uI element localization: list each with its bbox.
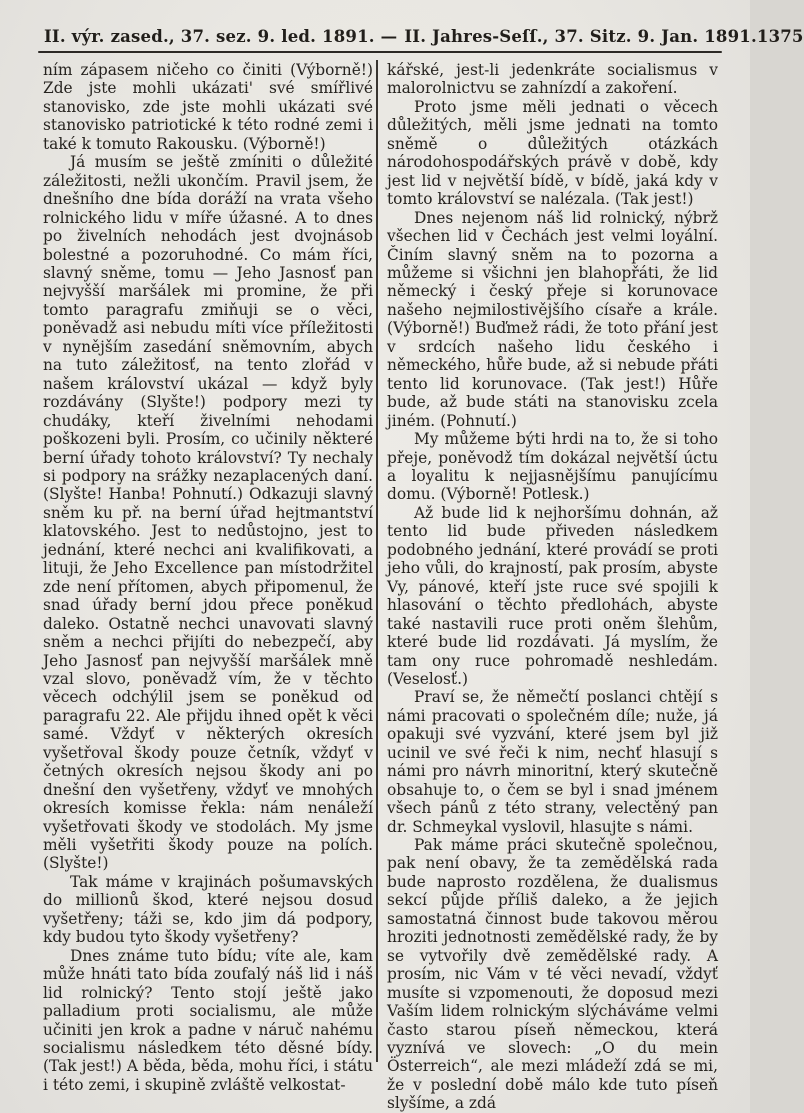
paragraph: ním zápasem ničeho co činiti (Výborně!) Zde jste mohli ukázati' své smířlivé stanovisko, zde jste mohli ukázati své stanovisko patriotické k této rodné zemi i také k tomuto Rakousku. (Výborně!): [43, 61, 373, 153]
column-divider-rule: [376, 60, 378, 1062]
text-column-left: [43, 61, 373, 1094]
paragraph: Já musím se ještě zmíniti o důležité záležitosti, nežli ukončím. Pravil jsem, že dnešního dne bída doráží na vrata všeho rolnického lidu v míře úžasné. A to dnes po živelních nehodách jest dvojnásob bolestné a pozoruhodné. Co mám říci, slavný sněme, tomu — Jeho Jasnosť pan nejvyšší maršálek mi promine, že při tomto paragrafu zmiňuji se o věci, poněvadž asi nebudu míti více příležitosti v nynějším zasedání sněmovním, abych na tuto záležitosť, na tento zlořád v našem království ukázal — když byly rozdávány (Slyšte!) podpory mezi ty chudáky, kteří živelními nehodami poškozeni byli. Prosím, co učinily některé berní úřady tohoto království? Ty nechaly si podpory na srážky nezaplacených daní. (Slyšte! Hanba! Pohnutí.) Odkazuji slavný sněm ku př. na berní úřad hejtmantství klatovského. Jest to nedůstojno, jest to jednání, které nechci ani kvalifikovati, a lituji, že Jeho Excellence pan místodržitel zde není přítomen, abych připomenul, že snad úřady berní jdou přece poněkud daleko. Ostatně nechci unavovati slavný sněm a nechci přijíti do nebezpečí, aby Jeho Jasnosť pan nejvyšší maršálek mně vzal slovo, poněvadž vím, že v těchto věcech odchýlil jsem se poněkud od paragrafu 22. Ale přijdu ihned opět k věci samé. Vždyť v některých okresích vyšetřoval škody pouze četník, vždyť v četných okresích nejsou škody ani po dnešní den vyšetřeny, vždyť ve mnohých okresích komisse řekla: nám nenáleží vyšetřovati škody ve stodolách. My jsme měli vyšetřiti škody pouze na polích. (Slyšte!): [43, 153, 373, 873]
paragraph: Praví se, že němečtí poslanci chtějí s námi pracovati o společném díle; nuže, já opakuji své vyzvání, které jsem byl již ucinil ve své řeči k nim, nechť hlasují s námi pro návrh minoritní, který skutečně obsahuje to, o čem se byl i snad jménem všech pánů z této strany, velectěný pan dr. Schmeykal vyslovil, hlasujte s námi.: [387, 688, 718, 836]
header-rule: [38, 51, 722, 53]
header-session-german: II. Jahres-Seſſ., 37. Sitz. 9. Jan. 1891.: [404, 27, 757, 46]
paragraph: Proto jsme měli jednati o věcech důležitých, měli jsme jednati na tomto sněmě o důležitých otázkách národohospodářských právě v době, kdy jest lid v největší bídě, v bídě, jaká kdy v tomto království se nalézala. (Tak jest!): [387, 97, 718, 209]
paragraph: Pak máme práci skutečně společnou, pak není obavy, že ta zemědělská rada bude naprosto rozdělena, že dualismus sekcí půjde příliš daleko, a že jejich samostatná činnost bude takovou měrou hroziti jednotnosti zemědělské rady, že by se vytvořily dvě zemědělské rady. A prosím, nic Vám v té věci nevadí, vždyť musíte si vzpomenouti, že doposud mezi Vaším lidem rolnickým slýcháváme velmi často starou píseň německou, která vyznívá ve slovech: „O du mein Österreich“, ale mezi mládeží zdá se mi, že v poslední době málo kde tuto píseň slyšíme, a zdá: [387, 836, 718, 1113]
page-header: [44, 27, 804, 46]
paragraph: kářské, jest-li jedenkráte socialismus v malorolnictvu se zahnízdí a zakoření.: [387, 61, 718, 98]
paragraph: Dnes nejenom náš lid rolnický, nýbrž všechen lid v Čechách jest velmi loyální. Činím slavný sněm na to pozorna a můžeme si všichni jen blahopřáti, že lid německý i český přeje si korunovace našeho nejmilostivějšího císaře a krále. (Výborně!) Buďmež rádi, že toto přání jest v srdcích našeho lidu českého i německého, hůře bude, až si nebude přáti tento lid korunovace. (Tak jest!) Hůře bude, až bude státi na stanovisku zcela jiném. (Pohnutí.): [387, 208, 718, 430]
paragraph: Tak máme v krajinách pošumavských do millionů škod, které nejsou dosud vyšetřeny; táži se, kdo jim dá podpory, kdy budou tyto škody vyšetřeny?: [43, 872, 373, 947]
paragraph: Až bude lid k nejhoršímu dohnán, až tento lid bude přiveden následkem podobného jednání, které provádí se proti jeho vůli, do krajností, pak prosím, abyste Vy, pánové, kteří jste ruce své spojili k hlasování o těchto předlohách, abyste také nastavili ruce proti oněm šlehům, které bude lid rozdávati. Já myslím, že tam ony ruce pohromadě neshledám. (Veselosť.): [387, 503, 718, 688]
paragraph: Dnes známe tuto bídu; víte ale, kam může hnáti tato bída zoufalý náš lid i náš lid rolnický? Tento stojí ještě jako palladium proti socialismu, ale může učiniti jen krok a padne v náruč nahému socialismu následkem této děsné bídy. (Tak jest!) A běda, běda, mohu říci, i státu i této zemi, i skupině zvláště velkostat-: [43, 946, 373, 1094]
page-number: 1375: [756, 27, 804, 46]
text-column-right: [387, 61, 718, 1113]
header-session-czech: II. výr. zased., 37. sez. 9. led. 1891. —: [44, 27, 398, 46]
paragraph: My můžeme býti hrdi na to, že si toho přeje, poněvodž tím dokázal největší úctu a loyalitu k nejjasnějšímu panujícímu domu. (Výborně! Potlesk.): [387, 430, 718, 504]
